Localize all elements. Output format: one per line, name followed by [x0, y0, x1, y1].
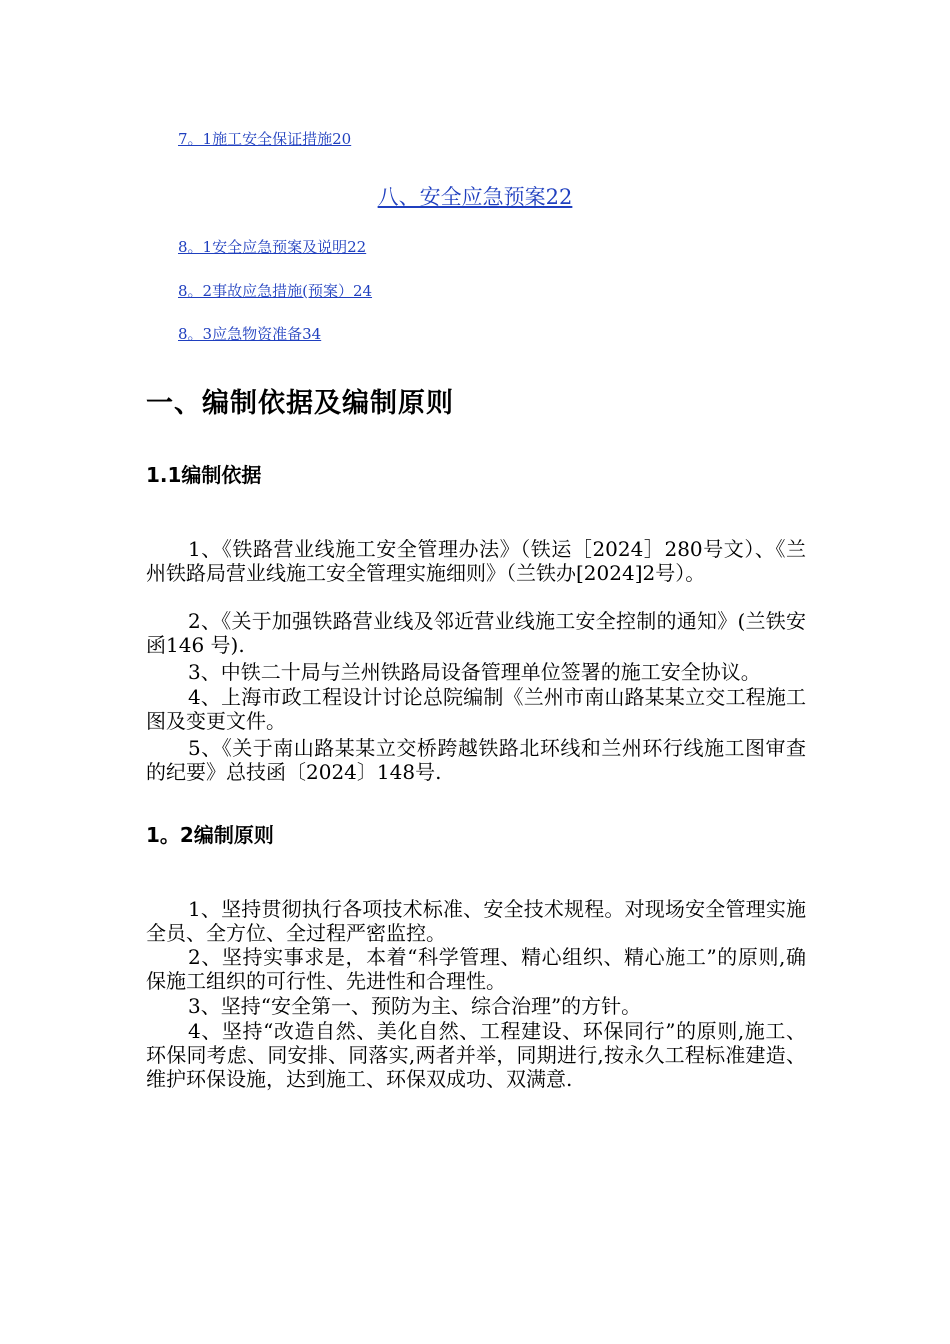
basis-paragraph-5: 5、《关于南山路某某立交桥跨越铁路北环线和兰州环行线施工图审查的纪要》总技函〔2024〕148号. [146, 736, 806, 784]
basis-paragraph-2: 2、《关于加强铁路营业线及邻近营业线施工安全控制的通知》(兰铁安函146 号). [146, 609, 806, 657]
basis-paragraph-4: 4、上海市政工程设计讨论总院编制《兰州市南山路某某立交工程施工图及变更文件。 [146, 685, 806, 733]
basis-paragraph-1: 1、《铁路营业线施工安全管理办法》（铁运［2024］280号文）、《兰州铁路局营业线施工安全管理实施细则》（兰铁办[2024]2号）。 [146, 537, 806, 585]
toc-link-8-1[interactable]: 8。1安全应急预案及说明22 [178, 238, 367, 256]
subsection-heading-1-2: 1。2编制原则 [146, 823, 274, 847]
toc-link-7-1[interactable]: 7。1施工安全保证措施20 [178, 130, 352, 148]
toc-link-8-2[interactable]: 8。2事故应急措施(预案）24 [178, 282, 373, 300]
basis-paragraph-3: 3、中铁二十局与兰州铁路局设备管理单位签署的施工安全协议。 [188, 660, 761, 684]
toc-link-8-3[interactable]: 8。3应急物资准备34 [178, 325, 322, 343]
principle-paragraph-1: 1、坚持贯彻执行各项技术标准、安全技术规程。对现场安全管理实施全员、全方位、全过程严密监控。 [146, 897, 806, 945]
principle-paragraph-4: 4、坚持“改造自然、美化自然、工程建设、环保同行”的原则,施工、环保同考虑、同安排、同落实,两者并举，同期进行,按永久工程标准建造、维护环保设施，达到施工、环保双成功、双满意. [146, 1019, 806, 1091]
principle-paragraph-2: 2、坚持实事求是，本着“科学管理、精心组织、精心施工”的原则,确保施工组织的可行性、先进性和合理性。 [146, 945, 806, 993]
principle-paragraph-3: 3、坚持“安全第一、预防为主、综合治理”的方针。 [188, 994, 642, 1018]
subsection-heading-1-1: 1.1编制依据 [146, 463, 262, 487]
section-heading-1: 一、编制依据及编制原则 [146, 388, 454, 419]
toc-link-section-8[interactable]: 八、安全应急预案22 [377, 185, 573, 209]
